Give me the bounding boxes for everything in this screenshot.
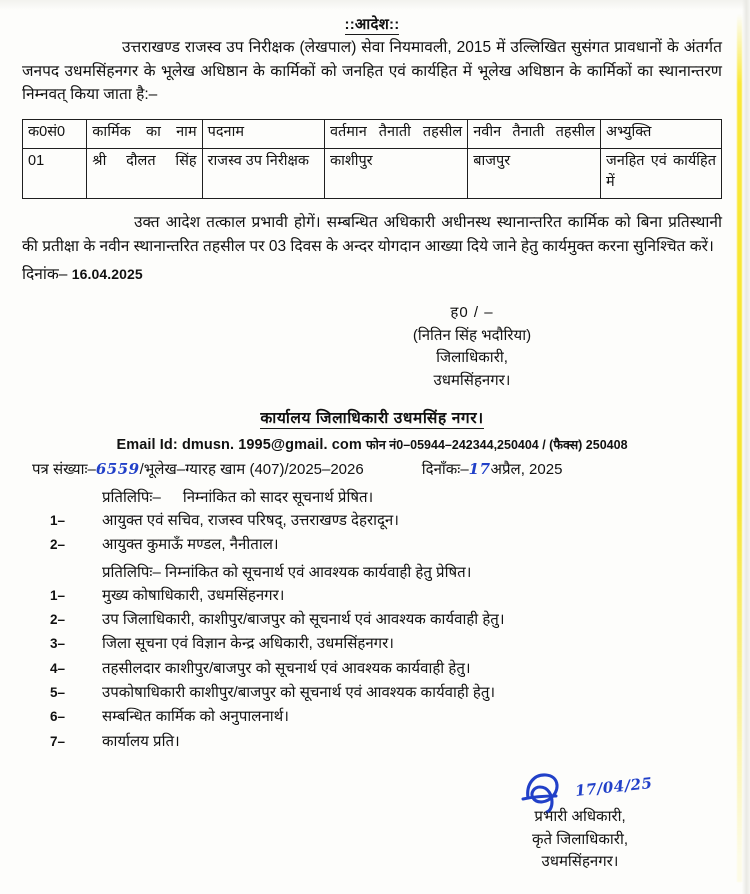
distribution-heading-2-label: प्रतिलिपिः– [102, 563, 161, 581]
distribution-heading-1 [22, 487, 722, 507]
order-date-line [22, 264, 722, 286]
bottom-signature-designation: प्रभारी अधिकारी, [534, 808, 626, 825]
list-item-text: आयुक्त एवं सचिव, राजस्व परिषद्, उत्तराखण्ड देहरादून। [102, 512, 399, 530]
list-item [22, 533, 722, 557]
cell-current-tehsil: काशीपुर [324, 149, 467, 199]
list-item [22, 608, 722, 632]
table-header-name: कार्मिक का नाम [87, 119, 202, 149]
email-address: dmusn. 1995@gmail. com [181, 437, 362, 454]
cell-name: श्री दौलत सिंह [87, 149, 202, 199]
cell-designation: राजस्व उप निरीक्षक [202, 149, 324, 199]
list-item [22, 681, 722, 705]
letter-number-handwritten: 6559 [95, 460, 140, 479]
list-item [22, 509, 722, 533]
reference-date-handwritten: 17 [468, 460, 491, 479]
list-item-number: 5– [50, 684, 66, 700]
reference-line [22, 459, 722, 479]
letter-number-group [32, 459, 364, 479]
list-item-number: 6– [50, 709, 66, 725]
list-item-number: 1– [50, 513, 66, 529]
table-header-remarks: अभ्युक्ति [601, 119, 722, 149]
intro-paragraph: उत्तराखण्ड राजस्व उप निरीक्षक (लेखपाल) सेवा नियमावली, 2015 में उल्लिखित सुसंगत प्रावधानों के अंतर्गत जनपद उधमसिंहनगर के भूलेख अधिष्ठान के कार्मिकों को जनहित एवं कार्यहित में भूलेख अधिष्ठान के कार्मिकों का स्थानान्तरण निम्नवत् किया जाता है:– [22, 39, 722, 104]
contact-line [22, 436, 722, 453]
distribution-heading-1-label: प्रतिलिपिः– [102, 489, 161, 507]
letter-number-rest: /भूलेख–ग्यारह खाम (407)/2025–2026 [139, 461, 364, 479]
reference-date-group [422, 459, 563, 479]
signature-block-top [332, 302, 612, 392]
list-item [22, 632, 722, 656]
signature-block-bottom [455, 806, 705, 874]
distribution-list-1 [22, 509, 722, 558]
signature-district: उधमसिंहनगर। [433, 371, 511, 389]
distribution-heading-2-text: निम्नांकित को सूचनार्थ एवं आवश्यक कार्यवाही हेतु प्रेषित। [164, 563, 472, 581]
cell-new-tehsil: बाजपुर [468, 149, 601, 199]
list-item-number: 1– [50, 587, 66, 603]
list-item-text: उप जिलाधिकारी, काशीपुर/बाजपुर को सूचनार्थ एवं आवश्यक कार्यवाही हेतु। [102, 611, 505, 629]
phone-numbers: 05944–242344,250404 / (फैक्स) 250408 [410, 438, 628, 453]
table-header-designation: पदनाम [202, 119, 324, 149]
cell-remarks: जनहित एवं कार्यहित में [601, 149, 722, 199]
email-label: Email Id: [116, 437, 178, 454]
list-item [22, 657, 722, 681]
signature-seal-line: ह0 / – [450, 304, 494, 322]
list-item-text: उपकोषाधिकारी काशीपुर/बाजपुर को सूचनार्थ एवं आवश्यक कार्यवाही हेतु। [102, 683, 496, 701]
bottom-signature-district: उधमसिंहनगर। [541, 853, 619, 870]
list-item-text: सम्बन्धित कार्मिक को अनुपालनार्थ। [102, 708, 289, 726]
list-item [22, 584, 722, 608]
document-content [0, 14, 750, 754]
list-item-number: 3– [50, 636, 66, 652]
table-header-serial: क0सं0 [23, 119, 87, 149]
order-date-value: 16.04.2025 [71, 266, 143, 283]
reference-date-rest: अप्रैल, 2025 [490, 461, 563, 479]
handwritten-signature-date: 17/04/25 [574, 773, 654, 801]
office-heading [22, 406, 722, 428]
signature-designation: जिलाधिकारी, [436, 349, 508, 367]
list-item-number: 2– [50, 537, 66, 553]
bottom-signature-on-behalf: कृते जिलाधिकारी, [531, 830, 628, 848]
list-item-text: कार्यालय प्रति। [102, 732, 180, 750]
table-row [23, 149, 722, 199]
phone-label: फोन नं0– [366, 438, 411, 453]
scan-top-fade [0, 0, 750, 10]
effect-paragraph: उक्त आदेश तत्काल प्रभावी होगें। सम्बन्धित अधिकारी अधीनस्थ स्थानान्तरित कार्मिक को बिना प्रतिस्थानी की प्रतीक्षा के नवीन स्थानान्तरित तहसील पर 03 दिवस के अन्दर योगदान आख्या दिये जाने हेतु कार्यमुक्त करना सुनिश्चित करें। [22, 214, 722, 255]
list-item-number: 2– [50, 612, 66, 628]
list-item-text: जिला सूचना एवं विज्ञान केन्द्र अधिकारी, उधमसिंहनगर। [102, 635, 394, 653]
list-item-text: मुख्य कोषाधिकारी, उधमसिंहनगर। [102, 586, 285, 604]
table-header-row [23, 119, 722, 149]
table-header-current-tehsil: वर्तमान तैनाती तहसील [324, 119, 467, 149]
order-date-label: दिनांक– [22, 266, 68, 284]
distribution-list-2 [22, 584, 722, 754]
distribution-heading-1-text: निम्नांकित को सादर सूचनार्थ प्रेषित। [182, 489, 374, 507]
reference-date-label: दिनाँकः– [421, 461, 469, 479]
list-item [22, 730, 722, 754]
list-item-text: तहसीलदार काशीपुर/बाजपुर को सूचनार्थ एवं आवश्यक कार्यवाही हेतु। [102, 659, 471, 677]
transfer-table [22, 119, 722, 200]
list-item [22, 705, 722, 729]
distribution-heading-2 [22, 562, 722, 582]
list-item-text: आयुक्त कुमाऊँ मण्डल, नैनीताल। [102, 536, 279, 554]
table-header-new-tehsil: नवीन तैनाती तहसील [468, 119, 601, 149]
order-title [22, 14, 722, 34]
signature-name: (नितिन सिंह भदौरिया) [412, 326, 532, 344]
cell-serial: 01 [23, 149, 87, 199]
list-item-number: 4– [50, 660, 66, 676]
letter-number-label: पत्र संख्याः– [32, 461, 96, 479]
order-title-text: ::आदेश:: [344, 16, 400, 33]
list-item-number: 7– [50, 733, 66, 749]
office-heading-text: कार्यालय जिलाधिकारी उधमसिंह नगर। [260, 410, 484, 428]
